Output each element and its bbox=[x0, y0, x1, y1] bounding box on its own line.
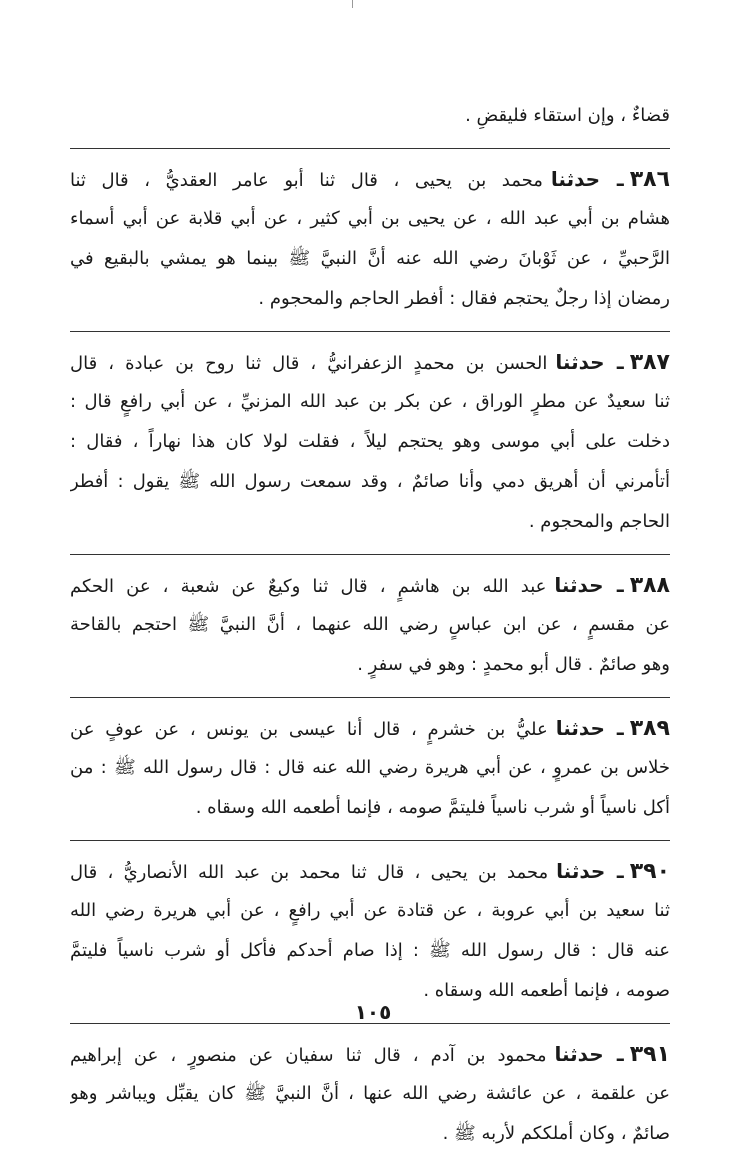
hadith-first-line-text: عبد الله بن هاشمٍ ، قال ثنا وكيعٌ عن شعبة ، عن الحكم bbox=[70, 576, 547, 597]
text-line: قضاءٌ ، وإن استقاء فليقضِ . bbox=[465, 105, 670, 126]
hadith-first-line-text: محمد بن يحيى ، قال ثنا أبو عامر العقديُّ ، قال ثنا bbox=[70, 170, 543, 191]
hadith-first-line bbox=[70, 159, 670, 199]
text-line: دخلت على أبي موسى وهو يحتجم ليلاً ، فقلت لولا كان هذا نهاراً ، فقال : bbox=[70, 431, 670, 452]
text-line: الرَّحبيِّ ، عن ثَوْبانَ رضي الله عنه أنَّ النبيَّ ﷺ بينما هو يمشي بالبقيع في bbox=[70, 248, 670, 269]
hadith-keyword: ـ حدثنا bbox=[556, 859, 624, 883]
hadith-first-line-text: محمود بن آدم ، قال ثنا سفيان عن منصورٍ ، عن إبراهيم bbox=[70, 1045, 547, 1066]
hadith-first-line bbox=[70, 342, 670, 382]
hadith-paragraph-390 bbox=[70, 840, 670, 1011]
hadith-number: ٣٨٨ bbox=[629, 573, 670, 598]
hadith-first-line bbox=[70, 1034, 670, 1074]
text-line: صومه ، فإنما أطعمه الله وسقاه . bbox=[423, 980, 670, 1001]
intro-paragraph bbox=[70, 96, 670, 136]
text-line: ثنا سعيدٌ عن مطرٍ الوراق ، عن بكر بن عبد الله المزنيِّ ، عن أبي رافعٍ قال : bbox=[70, 391, 670, 412]
hadith-keyword: ـ حدثنا bbox=[555, 716, 624, 740]
text-line: أكل ناسياً أو شرب ناسياً فليتمَّ صومه ، فإنما أطعمه الله وسقاه . bbox=[195, 797, 670, 818]
hadith-number: ٣٨٩ bbox=[629, 716, 670, 741]
text-line: الحاجم والمحجوم . bbox=[528, 511, 670, 532]
page-number: ١٠٥ bbox=[354, 1000, 392, 1024]
text-line: هشام بن أبي عبد الله ، عن يحيى بن أبي كثير ، عن أبي قلابة عن أبي أسماء bbox=[70, 208, 670, 229]
hadith-keyword: ـ حدثنا bbox=[555, 350, 624, 374]
hadith-first-line-text: عليُّ بن خشرمٍ ، قال أنا عيسى بن يونس ، عن عوفٍ عن bbox=[70, 719, 548, 740]
hadith-first-line-text: محمد بن يحيى ، قال ثنا محمد بن عبد الله الأنصاريُّ ، قال bbox=[70, 862, 549, 883]
hadith-keyword: ـ حدثنا bbox=[554, 1042, 624, 1066]
hadith-first-line-text: الحسن بن محمدٍ الزعفرانيُّ ، قال ثنا روح بن عبادة ، قال bbox=[70, 353, 548, 374]
text-line: ثنا سعيد بن أبي عروبة ، عن قتادة عن أبي رافعٍ ، عن أبي هريرة رضي الله bbox=[70, 900, 670, 921]
hadith-number: ٣٩٠ bbox=[629, 859, 670, 884]
text-line: خلاس بن عمروٍ ، عن أبي هريرة رضي الله عنه قال : قال رسول الله ﷺ : من bbox=[70, 757, 670, 778]
text-line: عن مقسمٍ ، عن ابن عباسٍ رضي الله عنهما ، أنَّ النبيَّ ﷺ احتجم بالقاحة bbox=[70, 614, 670, 635]
text-line: وهو صائمٌ . قال أبو محمدٍ : وهو في سفرٍ . bbox=[357, 654, 670, 675]
hadith-first-line bbox=[70, 708, 670, 748]
text-line: أتأمرني أن أهريق دمي وأنا صائمٌ ، وقد سمعت رسول الله ﷺ يقول : أفطر bbox=[70, 471, 670, 492]
hadith-keyword: ـ حدثنا bbox=[554, 573, 624, 597]
top-center-mark bbox=[352, 0, 353, 8]
hadith-paragraph-387 bbox=[70, 331, 670, 542]
hadith-paragraph-389 bbox=[70, 697, 670, 828]
book-page bbox=[70, 96, 670, 1154]
hadith-paragraph-388 bbox=[70, 554, 670, 685]
hadith-keyword: ـ حدثنا bbox=[550, 167, 624, 191]
hadith-paragraph-391 bbox=[70, 1023, 670, 1154]
text-line: عنه قال : قال رسول الله ﷺ : إذا صام أحدكم فأكل أو شرب ناسياً فليتمَّ bbox=[70, 940, 670, 961]
text-line: رمضان إذا رجلٌ يحتجم فقال : أفطر الحاجم والمحجوم . bbox=[258, 288, 670, 309]
hadith-first-line bbox=[70, 565, 670, 605]
hadith-number: ٣٩١ bbox=[629, 1042, 670, 1067]
text-line: عن علقمة ، عن عائشة رضي الله عنها ، أنَّ النبيَّ ﷺ كان يقبِّل ويباشر وهو bbox=[70, 1083, 670, 1104]
hadith-number: ٣٨٦ bbox=[629, 167, 670, 192]
text-line: صائمٌ ، وكان أملككم لأربه ﷺ . bbox=[442, 1123, 670, 1144]
hadith-first-line bbox=[70, 851, 670, 891]
hadith-number: ٣٨٧ bbox=[629, 350, 670, 375]
hadith-paragraph-386 bbox=[70, 148, 670, 319]
